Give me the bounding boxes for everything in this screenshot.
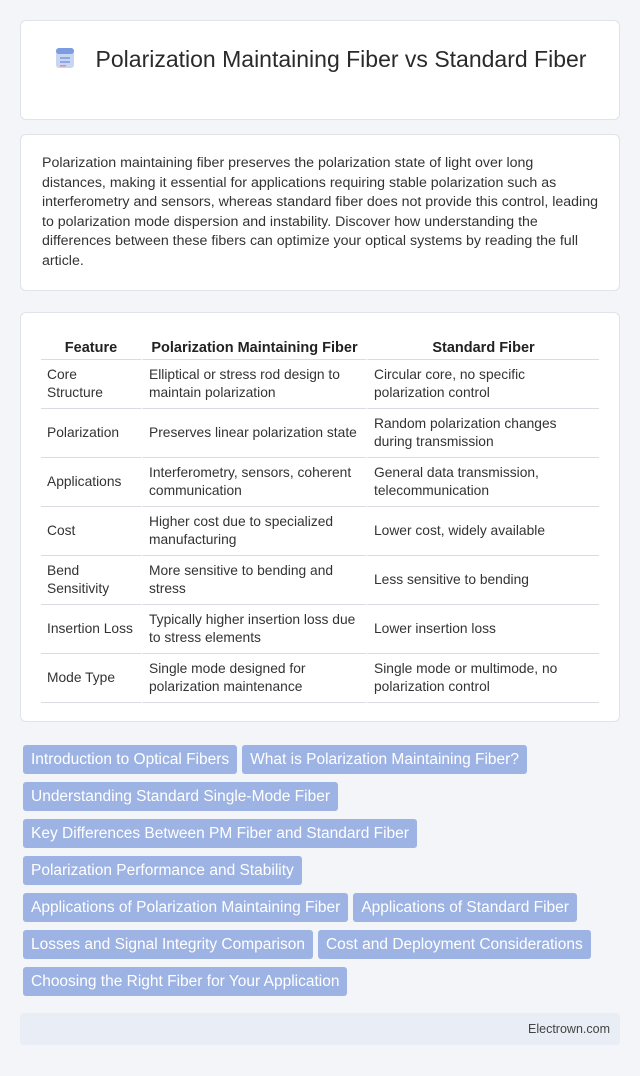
table-cell-pm: Elliptical or stress rod design to maintain polarization	[141, 360, 366, 409]
table-row	[41, 556, 599, 605]
table-cell-feature: Bend Sensitivity	[41, 556, 141, 605]
topic-tags	[23, 745, 617, 1004]
topic-tag[interactable]: What is Polarization Maintaining Fiber?	[242, 745, 527, 774]
table-cell-feature: Insertion Loss	[41, 605, 141, 654]
topic-tag[interactable]: Introduction to Optical Fibers	[23, 745, 237, 774]
table-cell-pm: Typically higher insertion loss due to stress elements	[141, 605, 366, 654]
document-icon	[54, 47, 76, 69]
table-cell-pm: Higher cost due to specialized manufacturing	[141, 507, 366, 556]
topic-tag[interactable]: Applications of Polarization Maintaining Fiber	[23, 893, 348, 922]
table-header-row	[41, 333, 599, 360]
topic-tag[interactable]: Cost and Deployment Considerations	[318, 930, 591, 959]
intro-card	[20, 134, 620, 291]
page-title-text: Polarization Maintaining Fiber vs Standard Fiber	[95, 46, 587, 72]
intro-paragraph: Polarization maintaining fiber preserves the polarization state of light over long distances, making it essential for applications requiring stable polarization such as interferometry and sensors, whereas standard fiber does not provide this control, leading to polarization mode dispersion and instability. Discover how understanding the differences between these fibers can optimize your optical systems by reading the full article.	[42, 155, 598, 269]
table-header-standard-fiber: Standard Fiber	[366, 333, 599, 360]
table-cell-standard: Lower cost, widely available	[366, 507, 599, 556]
topic-tag[interactable]: Choosing the Right Fiber for Your Application	[23, 967, 347, 996]
table-row	[41, 507, 599, 556]
table-row	[41, 409, 599, 458]
table-header-feature: Feature	[41, 333, 141, 360]
topic-tag[interactable]: Key Differences Between PM Fiber and Standard Fiber	[23, 819, 417, 848]
topic-tag[interactable]: Understanding Standard Single-Mode Fiber	[23, 782, 338, 811]
table-header-pm-fiber: Polarization Maintaining Fiber	[141, 333, 366, 360]
table-row	[41, 654, 599, 703]
table-cell-feature: Cost	[41, 507, 141, 556]
topic-tag[interactable]: Applications of Standard Fiber	[353, 893, 577, 922]
comparison-table	[41, 333, 599, 703]
table-cell-pm: More sensitive to bending and stress	[141, 556, 366, 605]
footer	[20, 1013, 620, 1045]
topic-tag[interactable]: Losses and Signal Integrity Comparison	[23, 930, 313, 959]
table-cell-feature: Core Structure	[41, 360, 141, 409]
table-cell-feature: Mode Type	[41, 654, 141, 703]
page-title-wrap	[51, 45, 589, 74]
table-cell-standard: Single mode or multimode, no polarization control	[366, 654, 599, 703]
table-cell-pm: Single mode designed for polarization maintenance	[141, 654, 366, 703]
table-cell-standard: General data transmission, telecommunication	[366, 458, 599, 507]
table-row	[41, 605, 599, 654]
footer-site-link[interactable]: Electrown.com	[528, 1022, 610, 1036]
table-cell-feature: Applications	[41, 458, 141, 507]
table-cell-standard: Lower insertion loss	[366, 605, 599, 654]
table-cell-pm: Preserves linear polarization state	[141, 409, 366, 458]
table-cell-standard: Random polarization changes during transmission	[366, 409, 599, 458]
table-row	[41, 458, 599, 507]
table-cell-feature: Polarization	[41, 409, 141, 458]
table-cell-standard: Less sensitive to bending	[366, 556, 599, 605]
page-title	[54, 46, 587, 72]
table-cell-pm: Interferometry, sensors, coherent communication	[141, 458, 366, 507]
comparison-table-card	[20, 312, 620, 722]
table-cell-standard: Circular core, no specific polarization control	[366, 360, 599, 409]
title-card	[20, 20, 620, 120]
topic-tag[interactable]: Polarization Performance and Stability	[23, 856, 302, 885]
table-row	[41, 360, 599, 409]
